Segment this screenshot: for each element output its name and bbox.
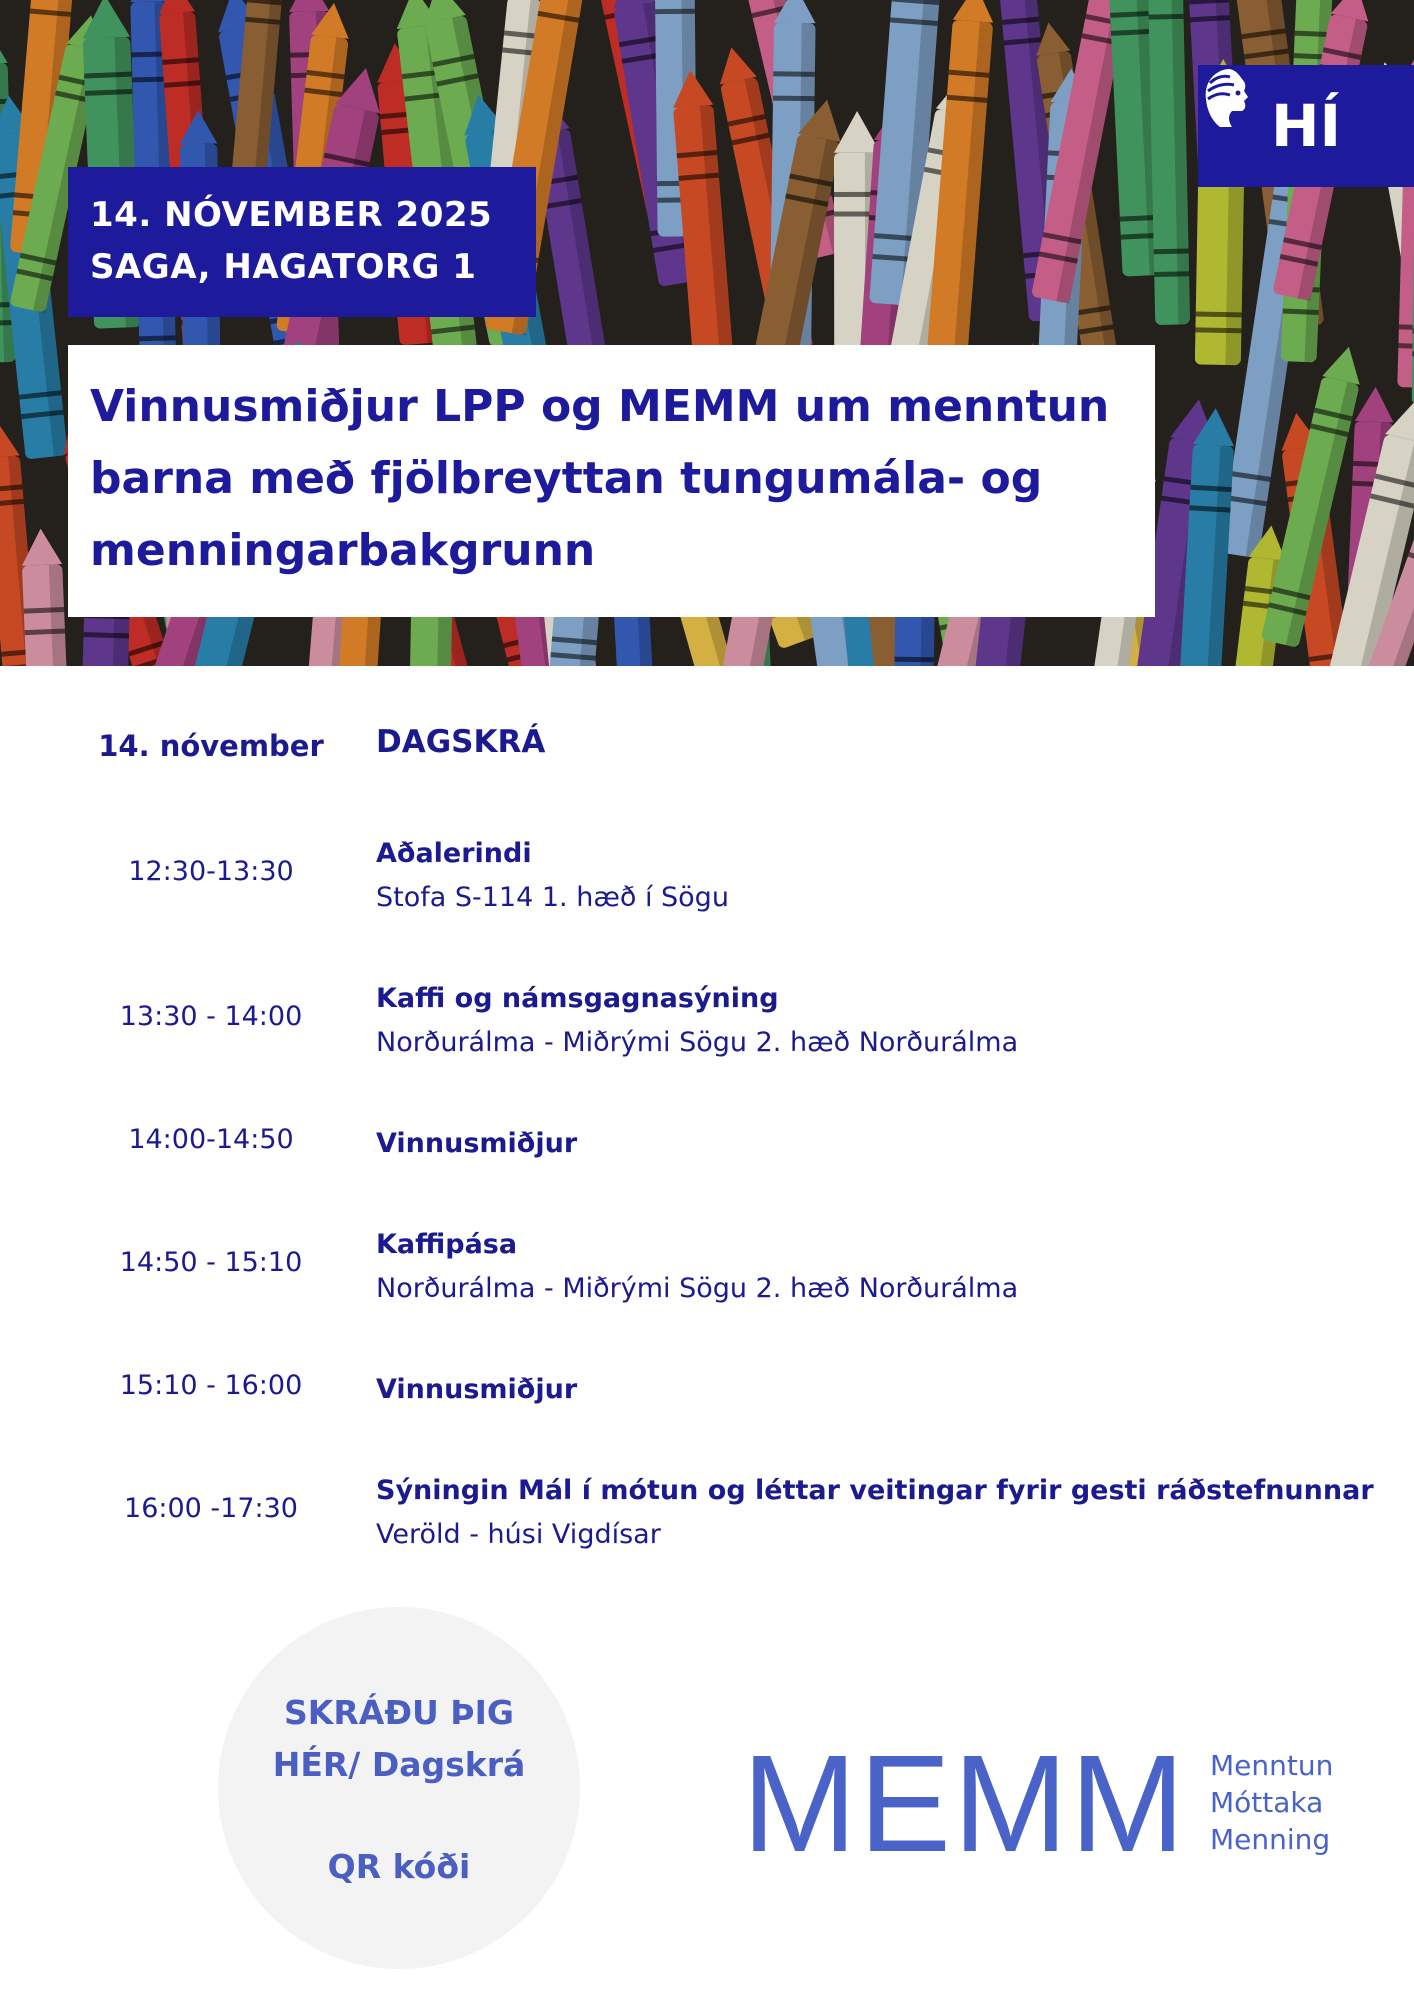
hi-logo [1198,65,1414,187]
hi-emblem-icon [1198,65,1256,131]
memm-tagline-3: Menning [1210,1823,1331,1856]
row-time: 14:50 - 15:10 [119,1247,303,1278]
row-location: Norðurálma - Miðrými Sögu 2. hæð Norðurálma [376,1273,1019,1304]
title-line-1: Vinnusmiðjur LPP og MEMM um menntun [90,381,1110,432]
register-line-2: HÉR/ Dagskrá [272,1745,526,1784]
qr-code-label: QR kóði [327,1847,471,1886]
hi-logo-text: HÍ [1270,92,1342,160]
row-time: 15:10 - 16:00 [119,1370,303,1401]
row-time: 16:00 -17:30 [124,1493,298,1524]
row-time: 14:00-14:50 [128,1124,294,1155]
event-place: SAGA, HAGATORG 1 [90,247,477,287]
memm-tagline [1210,1747,1333,1858]
memm-wordmark: MEMM [742,1727,1187,1881]
event-date: 14. NÓVEMBER 2025 [90,195,493,235]
row-location: Stofa S-114 1. hæð í Sögu [376,882,729,913]
row-title: Sýningin Mál í mótun og léttar veitingar fyrir gesti ráðstefnunnar [376,1475,1374,1506]
row-title: Vinnusmiðjur [376,1374,578,1405]
row-title: Aðalerindi [376,838,532,869]
title-line-3: menningarbakgrunn [90,525,596,576]
row-time: 12:30-13:30 [128,856,294,887]
event-title-box [68,345,1155,617]
hero-banner [0,0,1414,666]
schedule-header [0,724,1414,774]
memm-tagline-1: Menntun [1210,1749,1334,1782]
row-time: 13:30 - 14:00 [119,1001,303,1032]
row-location: Norðurálma - Miðrými Sögu 2. hæð Norðurálma [376,1027,1019,1058]
row-title: Kaffipása [376,1229,518,1260]
row-title: Vinnusmiðjur [376,1128,578,1159]
row-title: Kaffi og námsgagnasýning [376,983,779,1014]
event-date-box [68,167,536,317]
registration-qr-circle[interactable] [218,1607,580,1969]
schedule-heading: DAGSKRÁ [376,724,546,760]
memm-tagline-2: Móttaka [1210,1786,1324,1819]
register-line-1: SKRÁÐU ÞIG [284,1693,514,1732]
title-line-2: barna með fjölbreyttan tungumála- og [90,453,1043,504]
row-location: Veröld - húsi Vigdísar [376,1519,661,1550]
schedule-date-label: 14. nóvember [98,729,324,763]
